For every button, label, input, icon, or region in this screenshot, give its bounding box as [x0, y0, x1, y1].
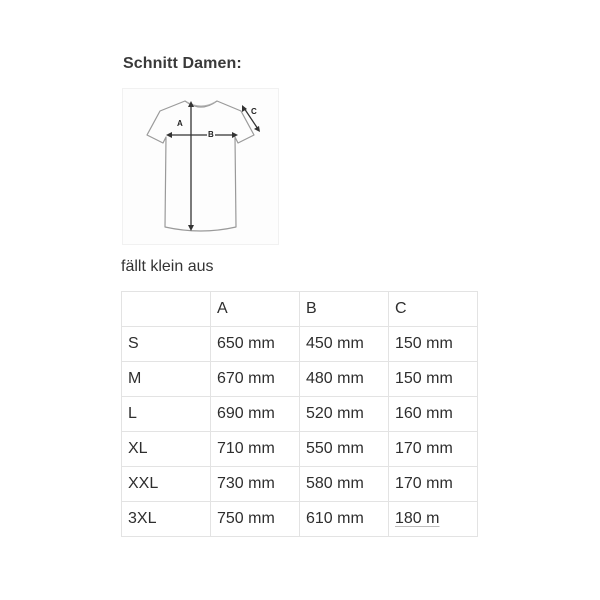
c-cell: 150 mm: [389, 362, 478, 397]
b-cell: 610 mm: [300, 502, 389, 537]
table-row: [122, 327, 478, 362]
fit-note: fällt klein aus: [121, 258, 214, 275]
size-cell: S: [122, 327, 211, 362]
b-cell: 450 mm: [300, 327, 389, 362]
c-cell: 150 mm: [389, 327, 478, 362]
header-a: A: [211, 292, 300, 327]
c-cell: 160 mm: [389, 397, 478, 432]
a-cell: 650 mm: [211, 327, 300, 362]
b-cell: 580 mm: [300, 467, 389, 502]
label-c: C: [251, 107, 257, 116]
c-cell: 170 mm: [389, 467, 478, 502]
c-cell: [389, 502, 478, 537]
b-cell: 520 mm: [300, 397, 389, 432]
a-cell: 670 mm: [211, 362, 300, 397]
c-cell-value: 180 m: [395, 510, 440, 527]
a-cell: 690 mm: [211, 397, 300, 432]
table-row: [122, 397, 478, 432]
tshirt-measurement-diagram: [122, 88, 279, 245]
size-cell: XXL: [122, 467, 211, 502]
table-header-row: [122, 292, 478, 327]
table-row: [122, 432, 478, 467]
a-cell: 710 mm: [211, 432, 300, 467]
b-cell: 480 mm: [300, 362, 389, 397]
header-size: [122, 292, 211, 327]
table-row: [122, 502, 478, 537]
header-b: B: [300, 292, 389, 327]
size-cell: 3XL: [122, 502, 211, 537]
a-cell: 730 mm: [211, 467, 300, 502]
c-cell: 170 mm: [389, 432, 478, 467]
a-cell: 750 mm: [211, 502, 300, 537]
size-cell: XL: [122, 432, 211, 467]
label-b: B: [208, 130, 214, 139]
size-cell: L: [122, 397, 211, 432]
label-a: A: [177, 119, 183, 128]
table-row: [122, 362, 478, 397]
table-row: [122, 467, 478, 502]
size-cell: M: [122, 362, 211, 397]
header-c: C: [389, 292, 478, 327]
size-chart-table: [121, 291, 478, 537]
section-heading: Schnitt Damen:: [123, 55, 242, 72]
b-cell: 550 mm: [300, 432, 389, 467]
